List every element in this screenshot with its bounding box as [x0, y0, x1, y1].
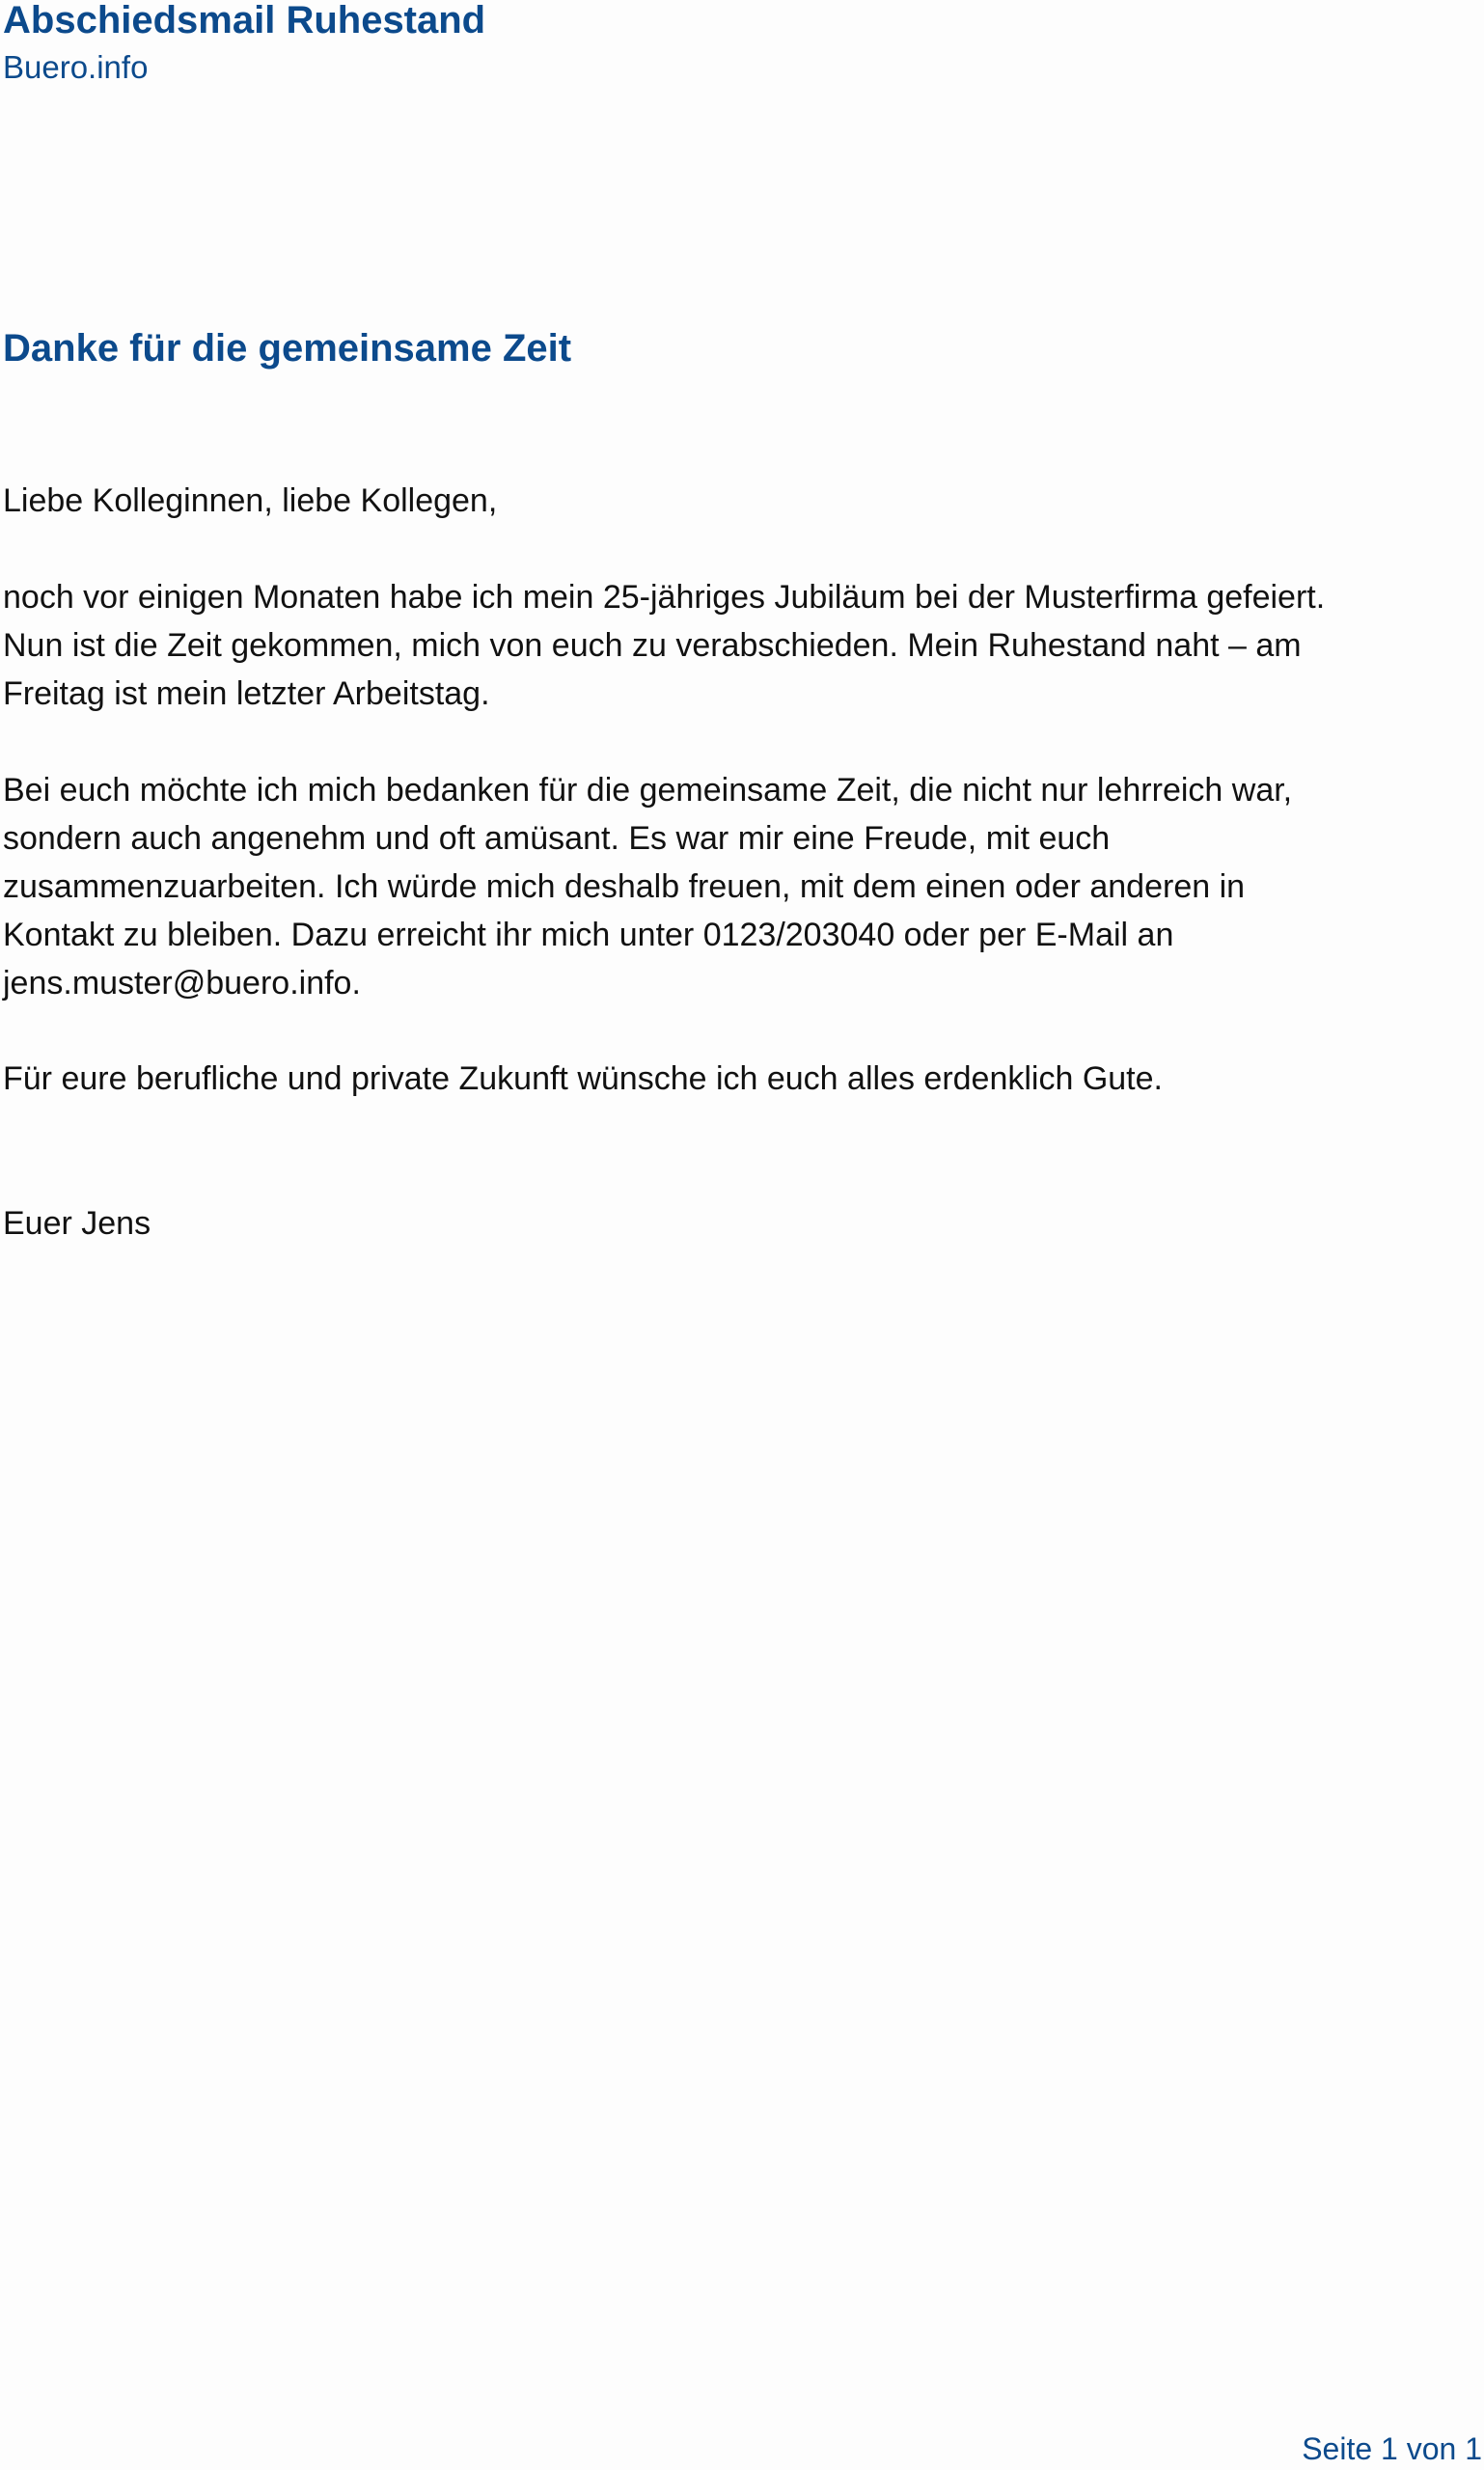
- letter-paragraph-3: [3, 1055, 1479, 1103]
- paragraph-line: Für eure berufliche und private Zukunft wünsche ich euch alles erdenklich Gute.: [3, 1060, 1163, 1097]
- letter-signature: [3, 1199, 1479, 1248]
- document-source: Buero.info: [3, 49, 149, 85]
- paragraph-line: sondern auch angenehm und oft amüsant. Es war mir eine Freude, mit euch: [3, 820, 1111, 857]
- signature-line: Euer Jens: [3, 1205, 151, 1242]
- paragraph-line: Nun ist die Zeit gekommen, mich von euch zu verabschieden. Mein Ruhestand naht – am: [3, 627, 1302, 664]
- paragraph-line: Kontakt zu bleiben. Dazu erreicht ihr mich unter 0123/203040 oder per E-Mail an: [3, 917, 1174, 953]
- paragraph-line: Bei euch möchte ich mich bedanken für die gemeinsame Zeit, die nicht nur lehrreich war,: [3, 772, 1293, 809]
- greeting-line: Liebe Kolleginnen, liebe Kollegen,: [3, 482, 498, 519]
- paragraph-line: jens.muster@buero.info.: [3, 965, 361, 1002]
- letter-paragraph-1: [3, 573, 1479, 718]
- paragraph-line: noch vor einigen Monaten habe ich mein 25-jähriges Jubiläum bei der Musterfirma gefeiert.: [3, 579, 1326, 616]
- paragraph-line: zusammenzuarbeiten. Ich würde mich deshalb freuen, mit dem einen oder anderen in: [3, 868, 1246, 905]
- page-number: Seite 1 von 1: [1302, 2431, 1482, 2466]
- paragraph-line: Freitag ist mein letzter Arbeitstag.: [3, 675, 490, 712]
- letter-greeting: [3, 477, 1479, 525]
- letter-heading: Danke für die gemeinsame Zeit: [3, 327, 572, 370]
- letter-paragraph-2: [3, 766, 1479, 1007]
- document-title: Abschiedsmail Ruhestand: [3, 0, 486, 41]
